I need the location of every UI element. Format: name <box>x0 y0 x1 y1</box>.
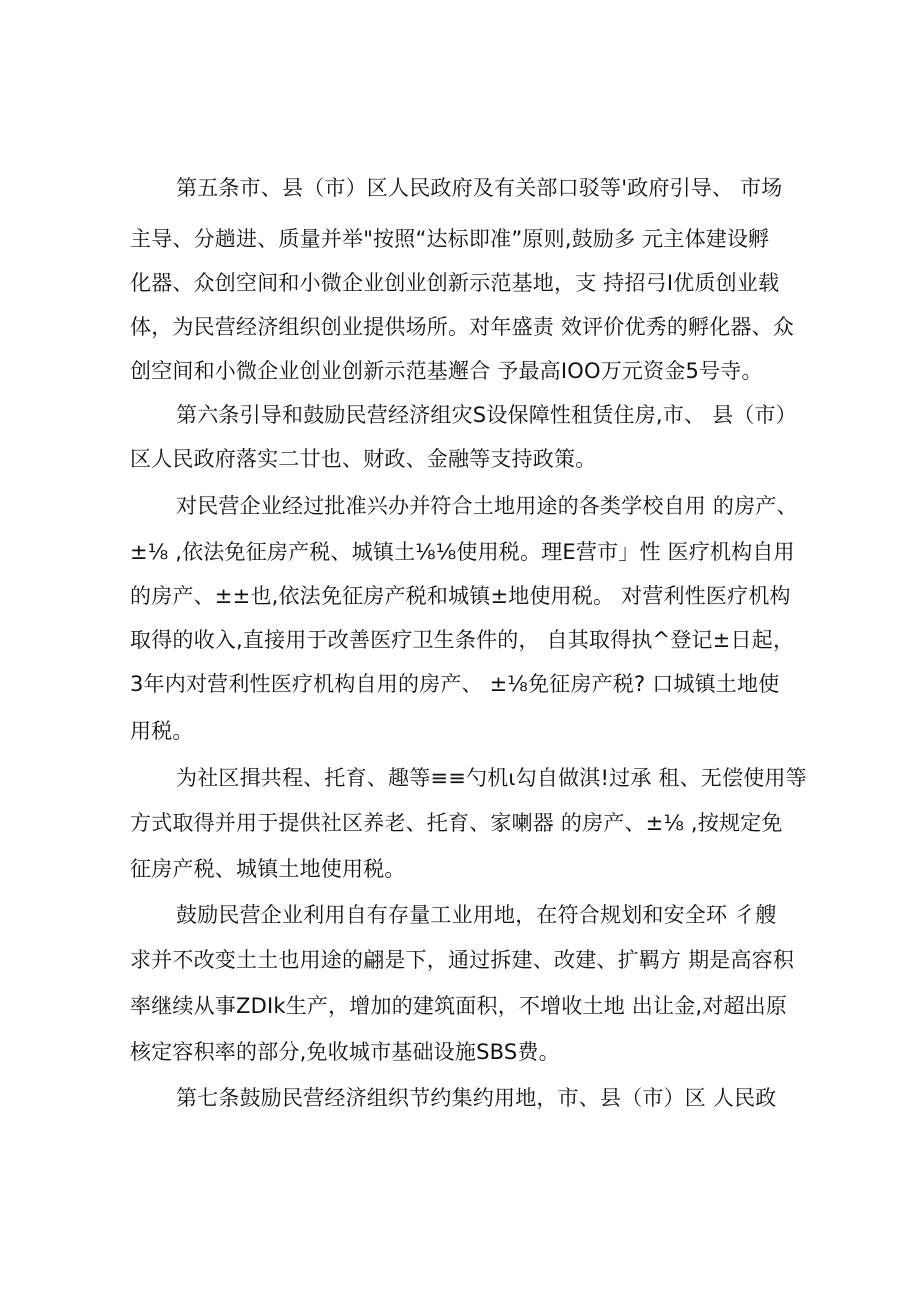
text-line: 方式取得并用于提供社区养老、托育、家喇器 的房产、±⅛ ,按规定免 <box>130 811 783 835</box>
text-line: 对民营企业经过批准兴办并符合土地用途的各类学校自用 的房产、 <box>176 494 798 518</box>
text-line: 创空间和小微企业创业创新示范基邂合 予最高IOO万元资金5号寺。 <box>130 359 763 383</box>
text-line: 3年内对营利性医疗机构自用的房产、 ±⅛免征房产税? 口城镇土地使 <box>130 672 780 696</box>
text-line: 征房产税、城镇土地使用税。 <box>130 857 406 881</box>
text-line: 的房产、±±也,依法免征房产税和城镇±地使用税。 对营利性医疗机构 <box>130 584 791 608</box>
text-line: 第七条鼓励民营经济组织节约集约用地，市、县（市）区 人民政 <box>176 1086 777 1110</box>
text-line: 鼓励民营企业利用自有存量工业用地，在符合规划和安全环 彳艘 <box>176 903 777 927</box>
text-line: 为社区揖共程、托育、趣等≡≡勺机ι勾自做淇!过承 租、无偿使用等 <box>176 766 807 790</box>
text-line: 求并不改变土土也用途的翩是下，通过拆建、改建、扩羁方 期是高容积 <box>130 948 795 972</box>
text-line: 取得的收入,直接用于改善医疗卫生条件的， 自其取得执^登记±日起， <box>130 628 795 652</box>
text-line: 率继续从事ZDIk生产，增加的建筑面积，不增收土地 出让金,对超出原 <box>130 994 788 1018</box>
text-line: 化器、众创空间和小微企业创业创新示范基地，支 持招弓I优质创业载 <box>130 271 780 295</box>
text-line: 第五条市、县（市）区人民政府及有关部口驳等'政府引导、 市场 <box>176 176 783 200</box>
text-line: ±⅛ ,依法免征房产税、城镇土⅛⅛使用税。理E营市」性 医疗机构自用 <box>130 540 795 564</box>
text-line: 第六条引导和鼓励民营经济组灾S设保障性租赁住房,市、 县（市） <box>176 403 797 427</box>
text-line: 用税。 <box>130 719 194 743</box>
text-line: 区人民政府落实二廿也、财政、金融等支持政策。 <box>130 447 597 471</box>
text-line: 主导、分趟进、质量并举"按照“达标即准”原则,鼓励多 元主体建设孵 <box>130 227 770 251</box>
text-line: 核定容积率的部分,免收城市基础设施SBS费。 <box>130 1040 560 1064</box>
text-line: 体，为民营经济组织创业提供场所。对年盛责 效评价优秀的孵化器、众 <box>130 315 795 339</box>
